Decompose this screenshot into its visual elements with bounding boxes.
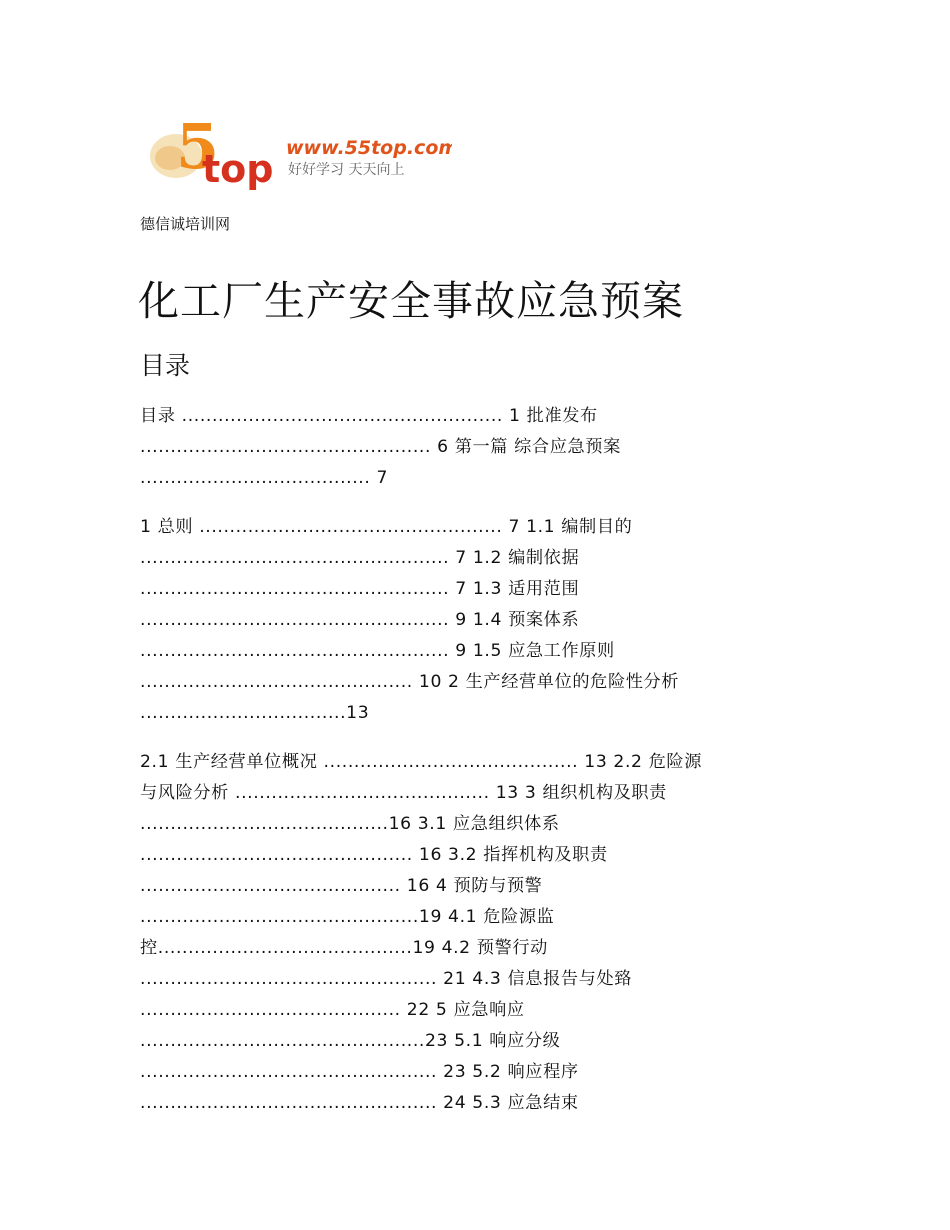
table-of-contents (140, 401, 820, 1137)
toc-line[interactable]: 1 总则 .................................................. 7 1.1 编制目的 (140, 517, 633, 537)
document-title: 化工厂生产安全事故应急预案 (138, 277, 684, 325)
toc-line[interactable]: ................................................... 7 1.3 适用范围 (140, 579, 580, 599)
toc-paragraph-2 (140, 512, 820, 729)
toc-line[interactable]: 与风险分析 .......................................... 13 3 组织机构及职责 (140, 783, 667, 803)
logo (142, 112, 452, 192)
toc-paragraph-1 (140, 401, 820, 494)
toc-line[interactable]: ...............................................23 5.1 响应分级 (140, 1031, 561, 1051)
toc-line[interactable]: ............................................. 16 3.2 指挥机构及职责 (140, 845, 608, 865)
toc-line[interactable]: .........................................16 3.1 应急组织体系 (140, 814, 560, 834)
toc-line[interactable]: ........................................... 16 4 预防与预警 (140, 876, 543, 896)
toc-line[interactable]: ................................................ 6 第一篇 综合应急预案 (140, 437, 621, 457)
toc-line[interactable]: ...................................... 7 (140, 468, 389, 488)
toc-line[interactable]: ................................................... 7 1.2 编制依据 (140, 548, 580, 568)
logo-numeral: 5 (176, 112, 220, 183)
toc-line[interactable]: ............................................. 10 2 生产经营单位的危险性分析 (140, 672, 680, 692)
toc-line[interactable]: ................................................... 9 1.4 预案体系 (140, 610, 580, 630)
logo-graphic (142, 112, 452, 192)
toc-line[interactable]: ................................................. 21 4.3 信息报告与处臵 (140, 969, 633, 989)
logo-url: www.55top.com (286, 137, 452, 159)
logo-slogan: 好好学习 天天向上 (288, 162, 405, 178)
toc-line[interactable]: ..................................13 (140, 703, 370, 723)
toc-line[interactable]: 2.1 生产经营单位概况 .......................................... 13 2.2 危险源 (140, 752, 702, 772)
toc-line[interactable]: ........................................... 22 5 应急响应 (140, 1000, 525, 1020)
logo-word: top (202, 147, 274, 191)
toc-paragraph-3 (140, 747, 820, 1119)
toc-line[interactable]: ..............................................19 4.1 危险源监 (140, 907, 555, 927)
toc-line[interactable]: ................................................. 23 5.2 响应程序 (140, 1062, 579, 1082)
site-name: 德信诚培训网 (140, 215, 231, 233)
toc-line[interactable]: 控..........................................19 4.2 预警行动 (140, 938, 548, 958)
toc-line[interactable]: ................................................. 24 5.3 应急结束 (140, 1093, 579, 1113)
toc-heading: 目录 (140, 351, 191, 380)
toc-line[interactable]: ................................................... 9 1.5 应急工作原则 (140, 641, 615, 661)
toc-line[interactable]: 目录 ..................................................... 1 批准发布 (140, 406, 598, 426)
